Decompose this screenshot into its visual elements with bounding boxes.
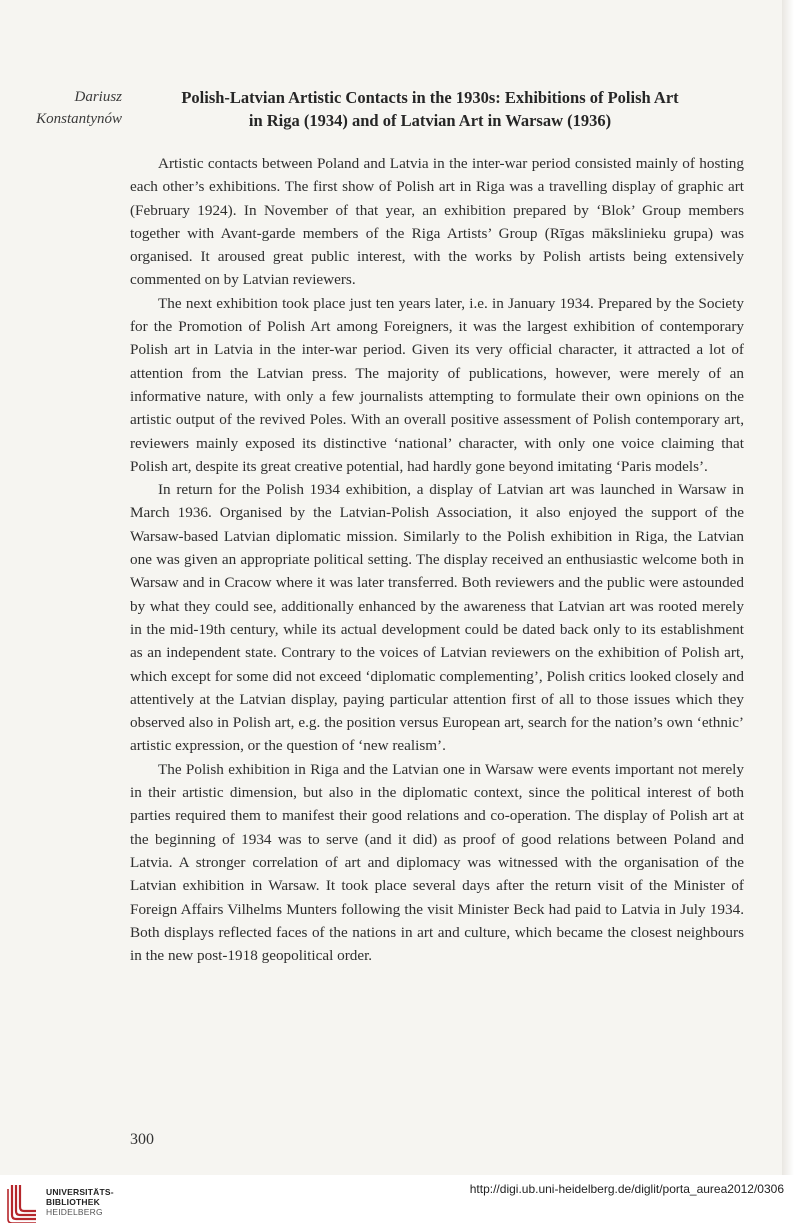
library-name-line-2: BIBLIOTHEK: [46, 1197, 100, 1207]
author-last-name: Konstantynów: [36, 111, 122, 127]
library-name-line-1: UNIVERSITÄTS-: [46, 1187, 114, 1197]
author-first-name: Dariusz: [74, 89, 122, 105]
viewer-footer: [0, 1175, 794, 1232]
paragraph: In return for the Polish 1934 exhibition, a display of Latvian art was launched in Warsaw in March 1936. Organised by the Latvian-Polish Association, it also enjoyed the support of the Warsaw-based Latvian diplomatic mission. Similarly to the Polish exhibition in Riga, the Latvian one was given an appropriate political setting. The display received an enthusiastic welcome both in Warsaw and in Cracow where it was later transferred. Both reviewers and the public were astounded by what they could see, additionally enhanced by the awareness that Latvian art was rooted merely in the mid-19th century, while its actual development could be dated back only to its establishment as an independent state. Contrary to the voices of Latvian reviewers on the exhibition of Polish art, which except for some did not exceed ‘diplomatic complementing’, Polish critics looked closely and attentively at the Latvian display, paying particular attention first of all to those issues which they observed also in Polish art, e.g. the position versus European art, search for the nation’s own ‘ethnic’ artistic expression, or the question of ‘new realism’.: [130, 481, 744, 755]
paragraph: The Polish exhibition in Riga and the Latvian one in Warsaw were events important not merely in their artistic dimension, but also in the diplomatic context, since the political interest of both parties required them to manifest their good relations and co-operation. The display of Polish art at the beginning of 1934 was to serve (and it did) as proof of good relations between Poland and Latvia. A stronger correlation of art and diplomacy was witnessed with the organisation of the Latvian exhibition in Warsaw. It took place several days after the return visit of the Minister of Foreign Affairs Vilhelms Munters following the visit Minister Beck had paid to Latvia in July 1934. Both displays reflected faces of the nations in art and culture, which became the closest neighbours in the new post-1918 geopolitical order.: [130, 760, 744, 965]
library-logo-icon[interactable]: [6, 1181, 40, 1223]
paragraph: The next exhibition took place just ten years later, i.e. in January 1934. Prepared by the Society for the Promotion of Polish Art among Foreigners, it was the largest exhibition of contemporary Polish art in Latvia in the inter-war period. Given its very official character, it attracted a lot of attention from the Latvian press. The majority of publications, however, were merely of an informative nature, with only a few journalists attempting to formulate their own opinions on the artistic output of the revived Poles. With an overall positive assessment of Polish contemporary art, reviewers mainly exposed its distinctive ‘national’ character, with only one voice claiming that Polish art, despite its great creative potential, had hardly gone beyond imitating ‘Paris models’.: [130, 294, 744, 475]
title-line-2: in Riga (1934) and of Latvian Art in Warsaw (1936): [248, 111, 612, 130]
page-number: 300: [130, 1131, 154, 1148]
library-name-line-3: HEIDELBERG: [46, 1207, 103, 1217]
page-edge: [782, 0, 794, 1175]
article-title: [150, 86, 710, 132]
article-body: [130, 152, 744, 967]
library-name: [46, 1187, 114, 1217]
running-author: [4, 86, 122, 130]
title-line-1: Polish-Latvian Artistic Contacts in the 1930s: Exhibitions of Polish Art: [181, 88, 679, 107]
paragraph: Artistic contacts between Poland and Latvia in the inter-war period consisted mainly of hosting each other’s exhibitions. The first show of Polish art in Riga was a travelling display of graphic art (February 1924). In November of that year, an exhibition prepared by ‘Blok’ Group members together with Avant-garde members of the Riga Artists’ Group (Rīgas mākslinieku grupa) was organised. It aroused great public interest, with the works by Polish artists being extensively commented on by Latvian reviewers.: [130, 155, 744, 289]
source-url-link[interactable]: http://digi.ub.uni-heidelberg.de/diglit/porta_aurea2012/0306: [469, 1182, 784, 1196]
